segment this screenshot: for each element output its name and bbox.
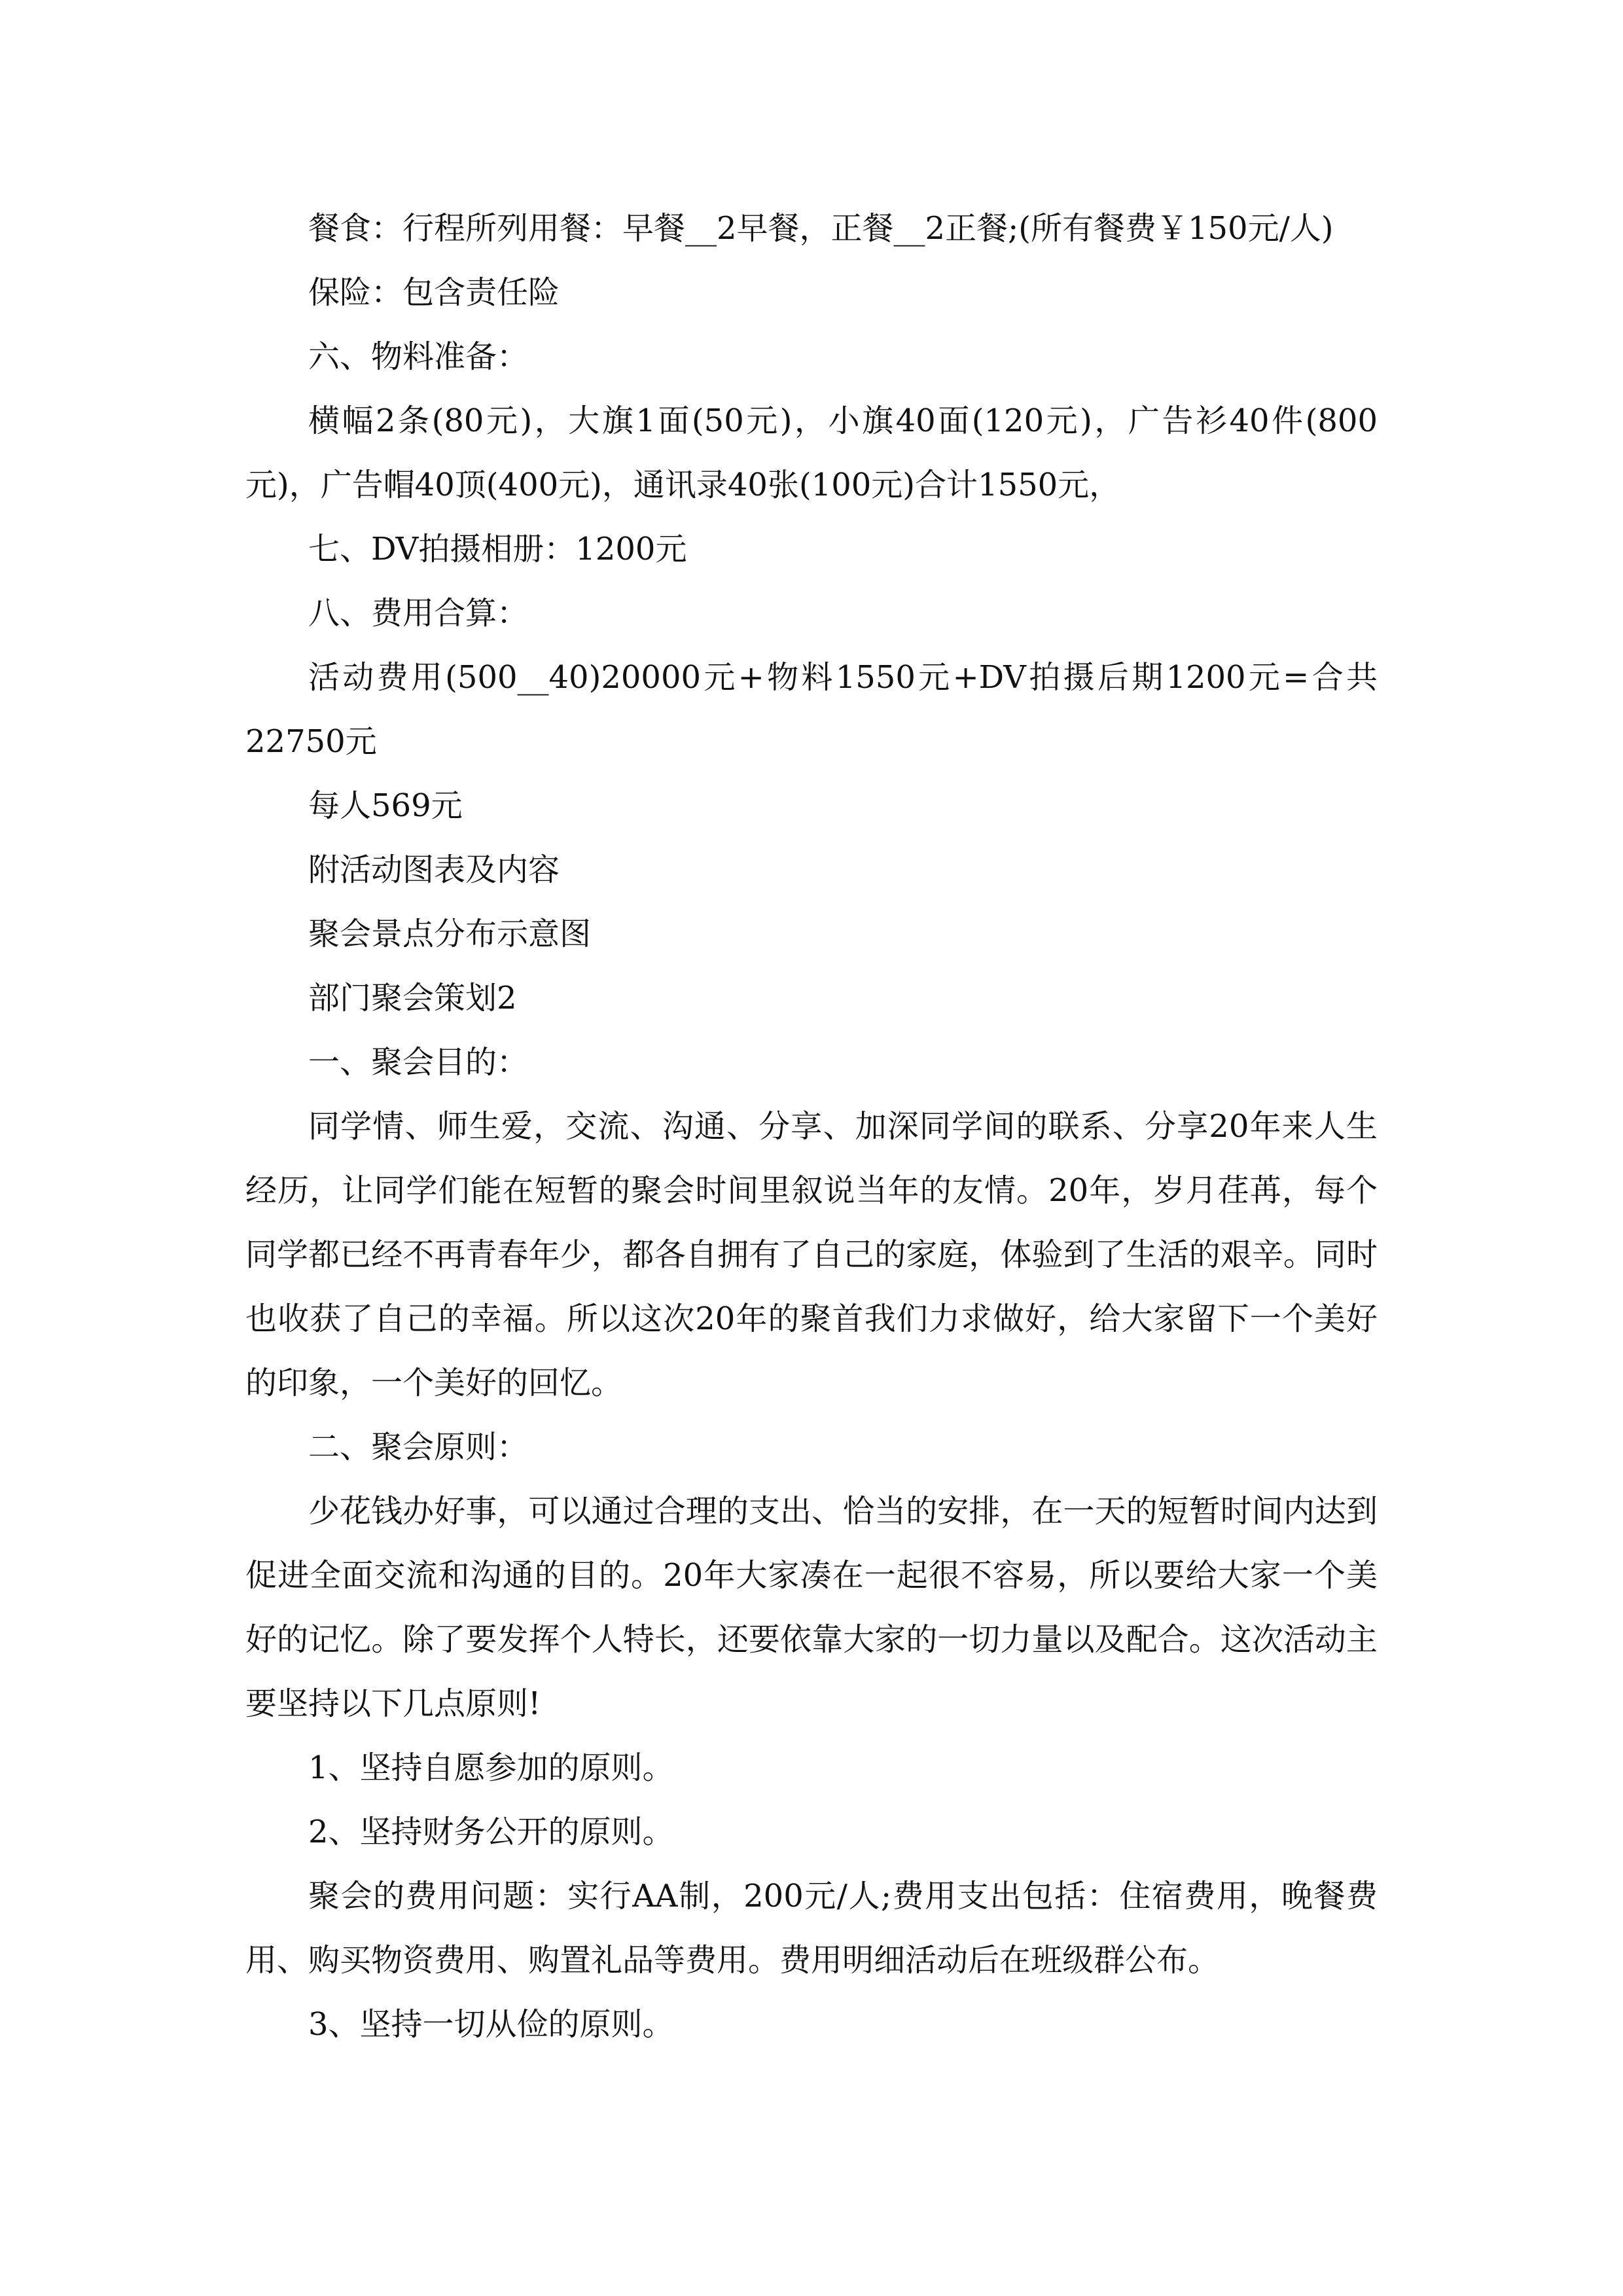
paragraph-insurance: 保险：包含责任险 (308, 274, 560, 311)
paragraph-principles: 少花钱办好事，可以通过合理的支出、恰当的安排，在一天的短暂时间内达到促进全面交流和沟通的目的。20年大家凑在一起很不容易，所以要给大家一个美好的记忆。除了要发挥个人特长，还要依靠大家的一切力量以及配合。这次活动主要坚持以下几点原则! (245, 1493, 1378, 1722)
heading-principles: 二、聚会原则： (308, 1429, 529, 1465)
document-body (245, 196, 1378, 2056)
heading-dv-album: 七、DV拍摄相册：1200元 (308, 531, 687, 567)
principle-item-3: 3、坚持一切从俭的原则。 (308, 2006, 674, 2043)
heading-materials: 六、物料准备： (308, 338, 529, 375)
principle-item-1: 1、坚持自愿参加的原则。 (308, 1749, 674, 1786)
principle-item-2: 2、坚持财务公开的原则。 (308, 1814, 674, 1850)
heading-cost-summary: 八、费用合算： (308, 595, 529, 632)
paragraph-materials-list: 横幅2条(80元)，大旗1面(50元)，小旗40面(120元)，广告衫40件(800元)，广告帽40顶(400元)，通讯录40张(100元)合计1550元， (245, 403, 1378, 503)
section-title-plan-2: 部门聚会策划2 (308, 980, 517, 1016)
paragraph-attachment: 附活动图表及内容 (308, 852, 560, 888)
paragraph-purpose: 同学情、师生爱，交流、沟通、分享、加深同学间的联系、分享20年来人生经历，让同学们能在短暂的聚会时间里叙说当年的友情。20年，岁月荏苒，每个同学都已经不再青春年少，都各自拥有了自己的家庭，体验到了生活的艰辛。同时也收获了自己的幸福。所以这次20年的聚首我们力求做好，给大家留下一个美好的印象，一个美好的回忆。 (245, 1108, 1378, 1401)
paragraph-meals: 餐食：行程所列用餐：早餐__2早餐，正餐__2正餐;(所有餐费￥150元/人) (308, 210, 1334, 247)
paragraph-per-person: 每人569元 (308, 787, 463, 824)
heading-purpose: 一、聚会目的： (308, 1044, 529, 1081)
paragraph-fees: 聚会的费用问题：实行AA制，200元/人;费用支出包括：住宿费用，晚餐费用、购买物资费用、购置礼品等费用。费用明细活动后在班级群公布。 (245, 1878, 1378, 1979)
paragraph-map-title: 聚会景点分布示意图 (308, 916, 592, 952)
paragraph-cost-total: 活动费用(500__40)20000元+物料1550元+DV拍摄后期1200元=合共22750元 (245, 659, 1378, 760)
